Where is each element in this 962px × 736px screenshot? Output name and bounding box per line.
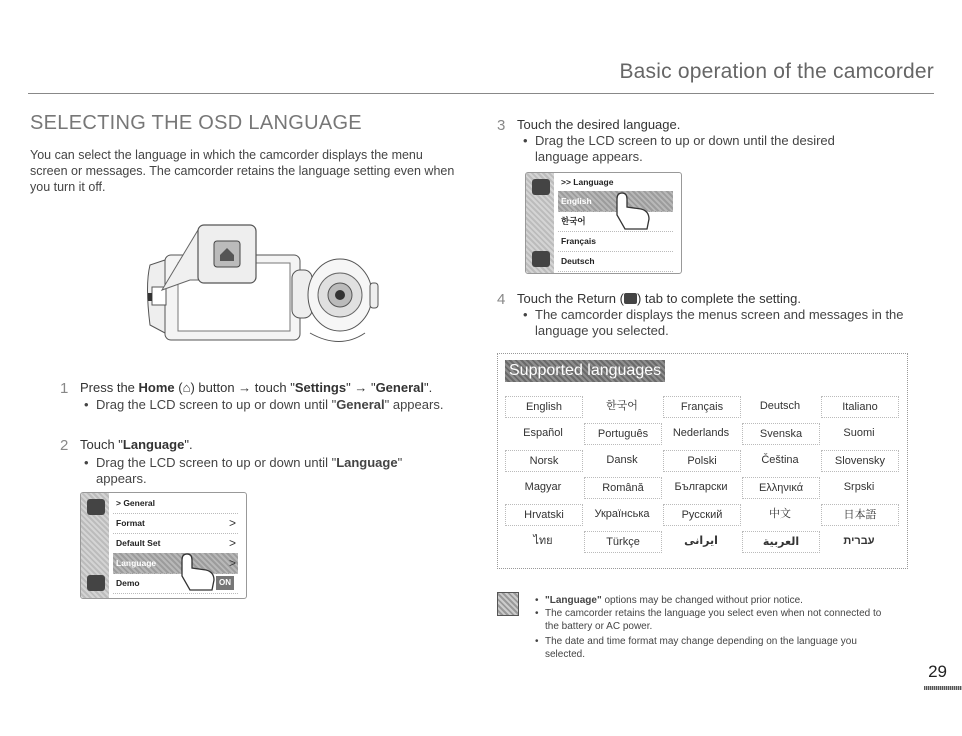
language-cell: Ελληνικά (742, 477, 820, 499)
language-cell: ไทย (533, 535, 553, 547)
language-option-german[interactable]: Deutsch (558, 251, 673, 272)
language-cell: Français (663, 396, 741, 418)
lcd-general-menu (80, 492, 247, 599)
language-cell: ایرانی (684, 535, 718, 547)
language-cell: Polski (663, 450, 741, 472)
language-cell: Magyar (524, 481, 562, 493)
language-cell: Svenska (742, 423, 820, 445)
lcd-title: > General (113, 493, 238, 514)
language-cell: Русский (663, 504, 741, 526)
languages-grid (505, 396, 900, 556)
return-icon (624, 293, 637, 304)
demo-toggle[interactable]: ON (216, 576, 234, 590)
step-2: 2 Touch "Language". (60, 437, 193, 454)
step-3: 3 Touch the desired language. (497, 117, 681, 134)
return-icon (87, 575, 105, 591)
language-cell: Dansk (606, 454, 638, 466)
return-icon (532, 251, 550, 267)
menu-item-default-set[interactable]: Default Set > (113, 533, 238, 554)
intro-paragraph: You can select the language in which the camcorder displays the menu screen or messages. The camcorder retains the language setting even when you turn it off. (30, 148, 455, 194)
language-cell: Italiano (821, 396, 899, 418)
camcorder-illustration (140, 215, 390, 360)
lcd-title: >> Language (558, 173, 673, 192)
section-title: SELECTING THE OSD LANGUAGE (30, 112, 362, 134)
menu-item-demo[interactable]: Demo ON (113, 573, 238, 594)
step-4-bullet: • The camcorder displays the menus screen and messages in the language you selected. (535, 307, 905, 339)
note-2: • The camcorder retains the language you select even when not connected to the battery or AC power. (545, 607, 885, 633)
language-cell: Română (584, 477, 662, 499)
home-icon: ⌂ (182, 380, 191, 395)
menu-icon (532, 179, 550, 195)
language-cell: Deutsch (759, 400, 801, 412)
chapter-title: Basic operation of the camcorder (619, 60, 934, 83)
step-number: 3 (497, 117, 506, 134)
chevron-right-icon: > (228, 516, 236, 530)
language-cell: Čeština (761, 454, 799, 466)
note-icon (497, 592, 519, 616)
note-3: • The date and time format may change depending on the language you selected. (545, 635, 890, 661)
language-cell: Norsk (505, 450, 583, 472)
chevron-right-icon: > (228, 556, 236, 570)
language-cell: Türkçe (584, 531, 662, 553)
step-2-bullet: • Drag the LCD screen to up or down until "Language" appears. (96, 455, 436, 487)
menu-item-language[interactable]: Language > (113, 553, 238, 574)
language-cell: Hrvatski (505, 504, 583, 526)
language-cell: العربية (742, 531, 820, 553)
step-number: 1 (60, 380, 69, 397)
menu-icon (87, 499, 105, 515)
step-number: 2 (60, 437, 69, 454)
step-3-bullet: • Drag the LCD screen to up or down until the desired language appears. (535, 133, 885, 165)
step-4: 4 Touch the Return ( ) tab to complete the setting. (497, 291, 801, 308)
language-cell: Español (523, 427, 563, 439)
language-cell: 日本語 (821, 504, 899, 526)
language-cell: Slovensky (821, 450, 899, 472)
language-cell: Suomi (843, 427, 875, 439)
touch-hand-icon (611, 187, 656, 232)
header-divider (28, 93, 934, 94)
note-1: • "Language" options may be changed without prior notice. (545, 594, 895, 607)
language-cell: Português (584, 423, 662, 445)
language-option-french[interactable]: Français (558, 231, 673, 252)
chevron-right-icon: > (228, 536, 236, 550)
step-number: 4 (497, 291, 506, 308)
language-cell: Nederlands (672, 427, 730, 439)
page-number: 29 (928, 662, 947, 681)
supported-languages-title: Supported languages (505, 360, 665, 382)
lcd-language-menu (525, 172, 682, 274)
language-cell: 中文 (769, 508, 791, 520)
language-cell: English (505, 396, 583, 418)
language-cell: Українська (594, 508, 650, 520)
language-cell: 한국어 (606, 400, 638, 412)
language-cell: עברית (843, 535, 875, 547)
touch-hand-icon (176, 548, 221, 593)
language-cell: Български (674, 481, 728, 493)
page-number-bar (924, 686, 962, 690)
step-1-bullet: • Drag the LCD screen to up or down until "General" appears. (96, 397, 476, 413)
language-option-english[interactable]: English (558, 191, 673, 212)
language-cell: Srpski (843, 481, 875, 493)
menu-item-format[interactable]: Format > (113, 513, 238, 534)
step-1: 1 Press the Home (⌂) button → touch "Settings" → "General". (60, 380, 433, 397)
language-option-korean[interactable]: 한국어 (558, 211, 673, 232)
